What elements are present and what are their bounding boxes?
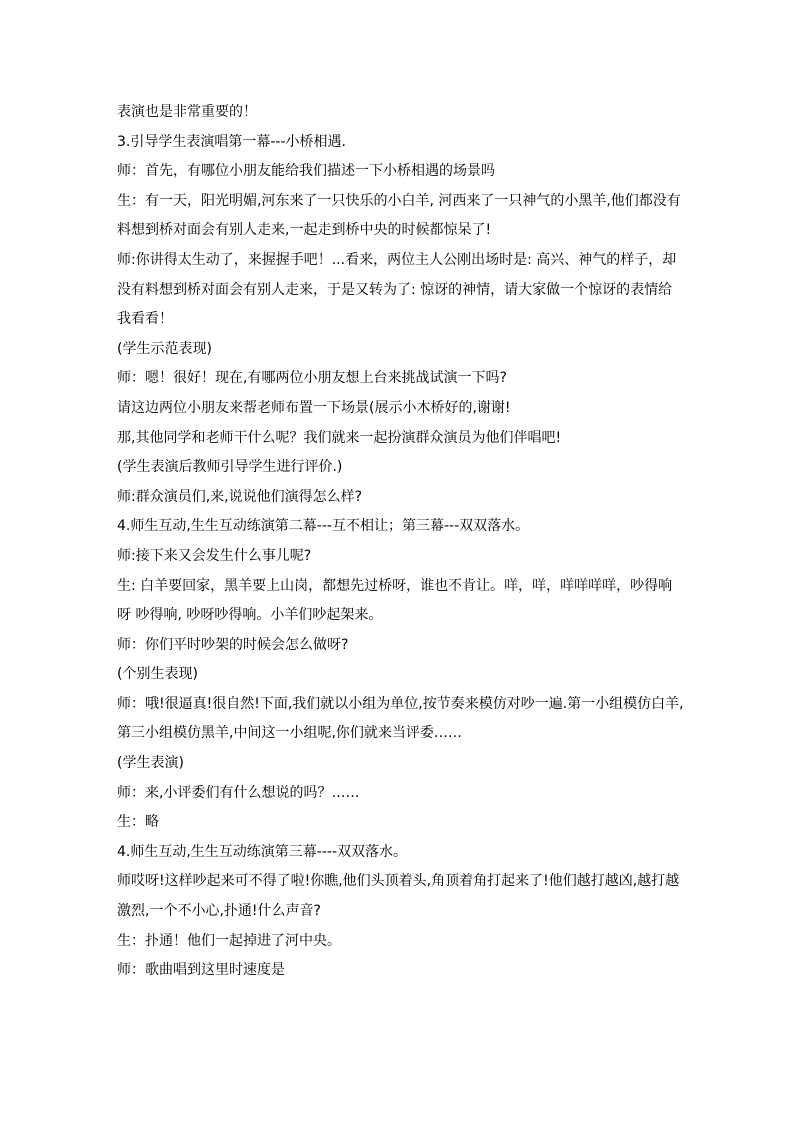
text-line: 生：略 (117, 814, 159, 831)
text-line: 师：首先，有哪位小朋友能给我们描述一下小桥相遇的场景吗 (117, 163, 495, 180)
text-line: (个别生表现) (117, 666, 198, 683)
text-line: (学生表演) (117, 755, 184, 772)
text-line: 表演也是非常重要的！ (117, 104, 257, 120)
section-heading: 4.师生互动,生生互动练演第三幕----双双落水。 (117, 843, 408, 860)
text-line: 师:你讲得太生动了，来握握手吧！...看来，两位主人公刚出场时是: 高兴、神气的样子，却 (117, 251, 677, 268)
document-body (117, 98, 687, 986)
section-heading: 4.师生互动,生生互动练演第二幕---互不相让；第三幕---双双落水。 (117, 518, 530, 535)
text-line: 那,其他同学和老师干什么呢？我们就来一起扮演群众演员为他们伴唱吧! (117, 429, 562, 446)
text-line: 呀 吵得响, 吵呀吵得响。小羊们吵起架来。 (117, 607, 383, 624)
text-line: 师哎呀!这样吵起来可不得了啦!你瞧,他们头顶着头,角顶着角打起来了!他们越打越凶,越打越 (117, 873, 680, 890)
text-line: 激烈,一个不小心,扑通!什么声音? (117, 903, 321, 920)
text-line: 料想到桥对面会有别人走来,一起走到桥中央的时候都惊呆了! (117, 222, 492, 239)
text-line: 师：嗯！很好！现在,有哪两位小朋友想上台来挑战试演一下吗? (117, 370, 507, 387)
text-line: 师:接下来又会发生什么事儿呢? (117, 547, 312, 564)
text-line: 师：来,小评委们有什么想说的吗？…… (117, 784, 360, 801)
text-line: 生: 白羊要回家，黑羊要上山岗，都想先过桥呀，谁也不肯让。咩，咩，咩咩咩咩，吵得响 (117, 577, 673, 594)
text-line: 师:群众演员们,来,说说他们演得怎么样? (117, 488, 363, 505)
text-line: 师：歌曲唱到这里时速度是 (117, 962, 285, 979)
text-line: 生：扑通！他们一起掉进了河中央。 (117, 932, 341, 949)
text-line: 生：有一天，阳光明媚,河东来了一只快乐的小白羊, 河西来了一只神气的小黑羊,他们都没有 (117, 192, 681, 209)
section-heading: 3.引导学生表演唱第一幕---小桥相遇. (117, 133, 346, 150)
text-line: 第三小组模仿黑羊,中间这一小组呢,你们就来当评委…… (117, 725, 462, 742)
text-line: 师：哦!很逼真!很自然!下面,我们就以小组为单位,按节奏来模仿对吵一遍.第一小组模仿白羊, (117, 695, 684, 712)
text-line: 师：你们平时吵架的时候会怎么做呀? (117, 636, 349, 653)
text-line: 请这边两位小朋友来帮老师布置一下场景(展示小木桥好的,谢谢! (117, 399, 511, 416)
text-line: 没有料想到桥对面会有别人走来，于是又转为了: 惊讶的神情，请大家做一个惊讶的表情给 (117, 281, 673, 298)
text-line: (学生表演后教师引导学生进行评价.) (117, 459, 343, 476)
text-line: 我看看！ (117, 311, 173, 328)
text-line: (学生示范表现) (117, 340, 212, 357)
